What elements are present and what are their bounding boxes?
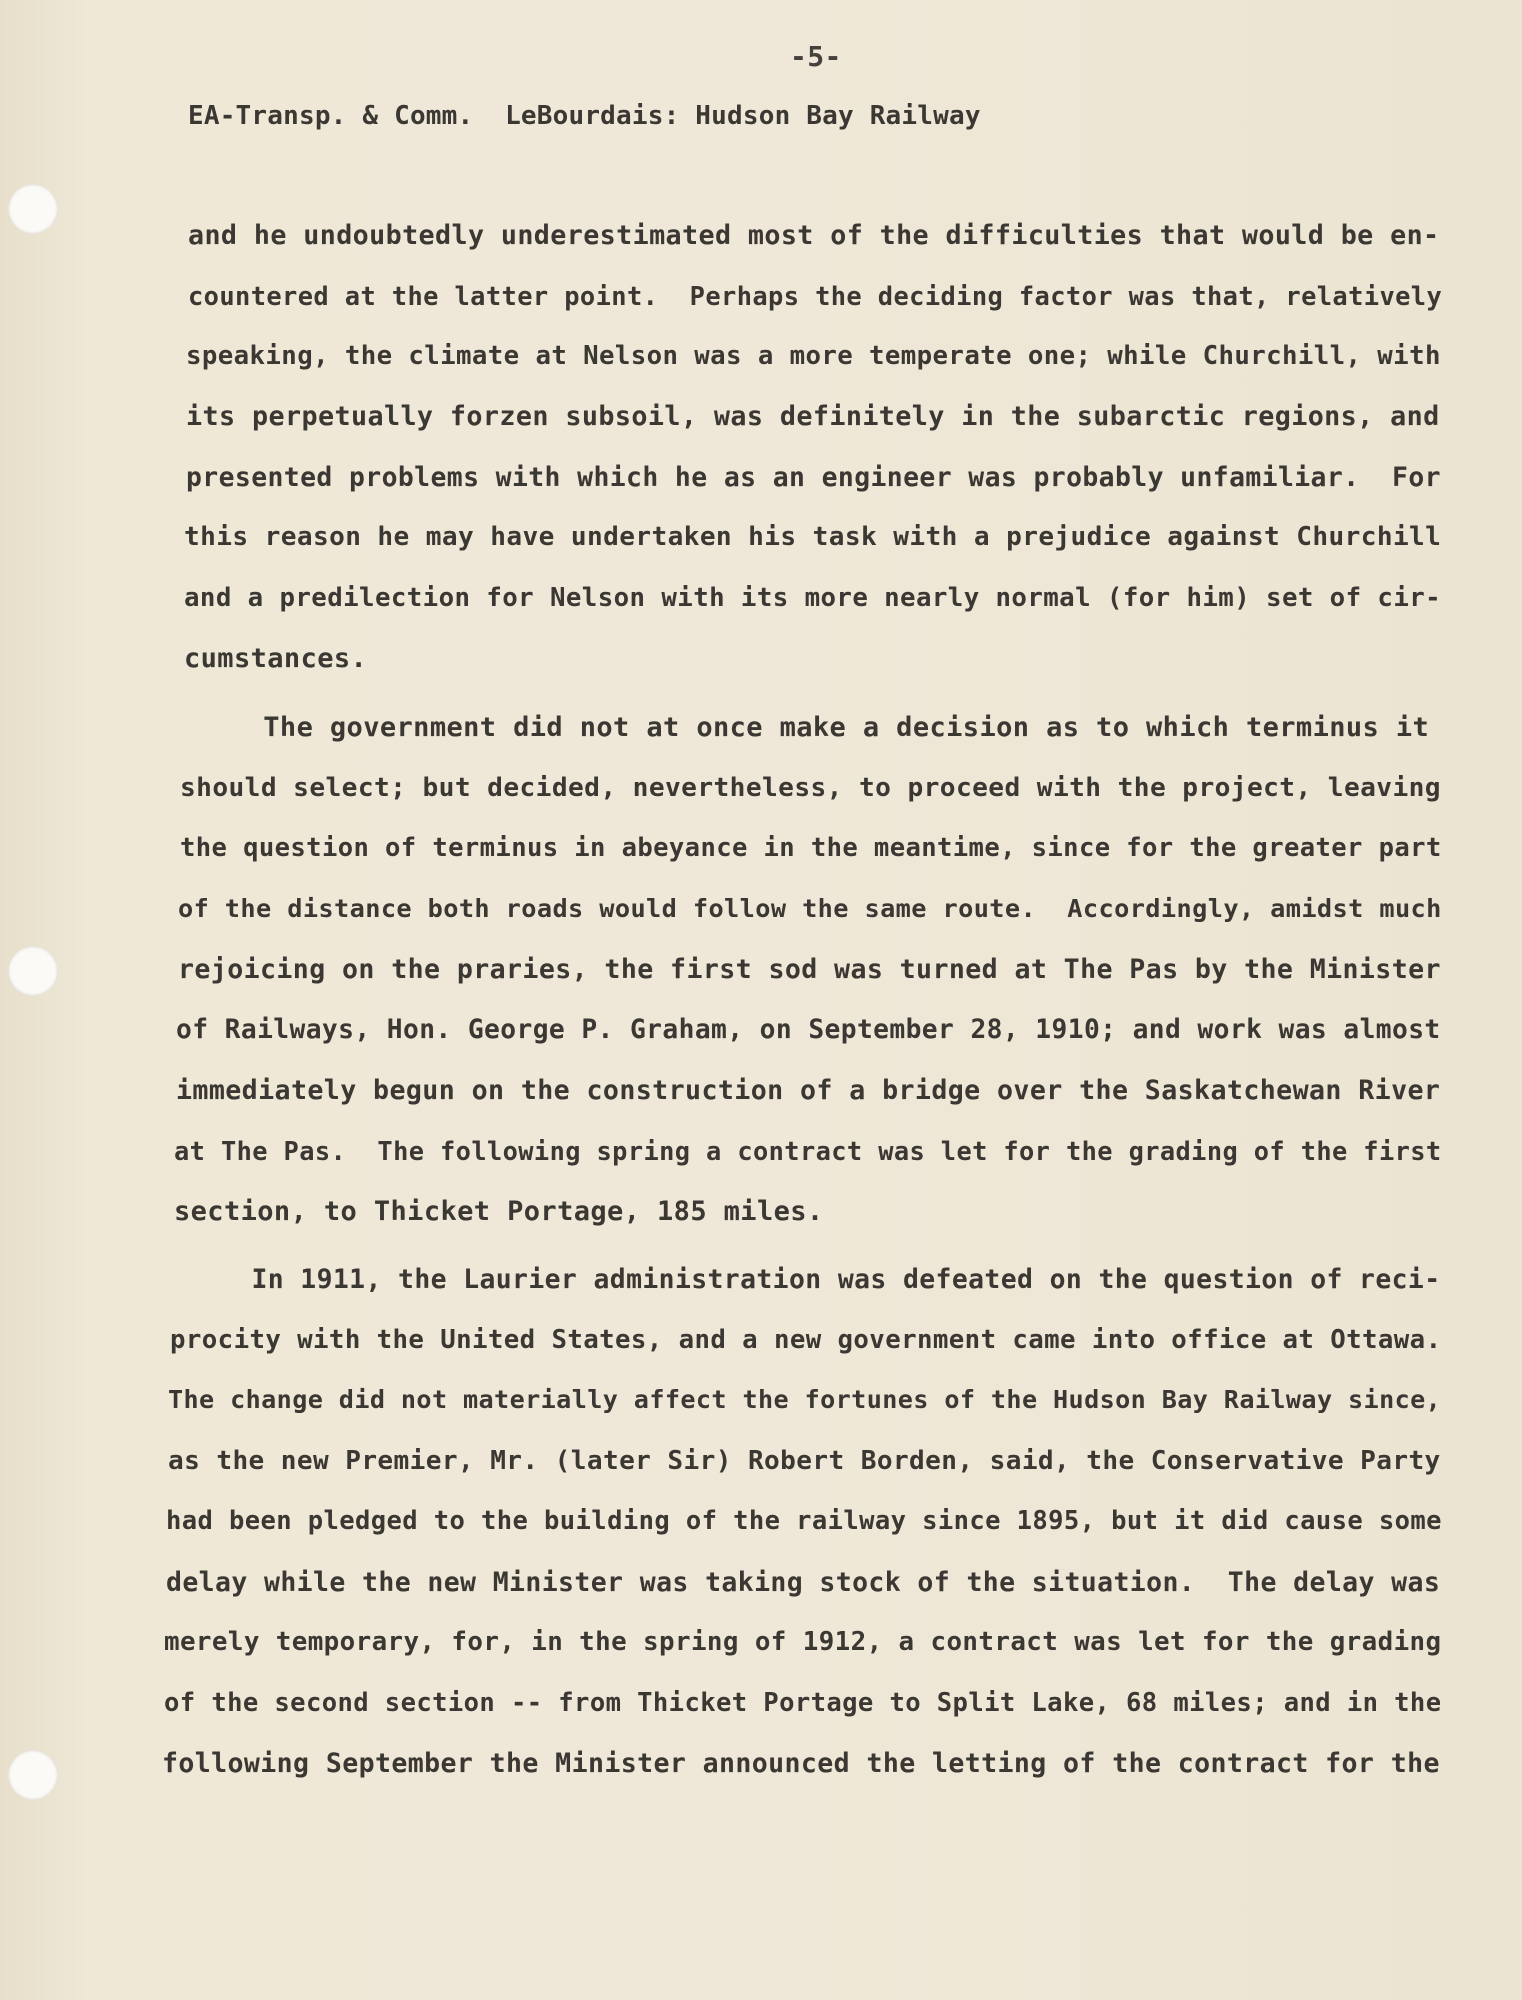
body-line: as the new Premier, Mr. (later Sir) Robert Borden, said, the Conservative Party (168, 1446, 1441, 1476)
body-line: merely temporary, for, in the spring of 1912, a contract was let for the grading (164, 1627, 1442, 1657)
punch-hole (8, 184, 58, 234)
body-line: delay while the new Minister was taking stock of the situation. The delay was (166, 1567, 1441, 1598)
body-line: of the distance both roads would follow the same route. Accordingly, amidst much (178, 894, 1442, 923)
body-line: the question of terminus in abeyance in the meantime, since for the greater part (180, 833, 1442, 863)
body-line: and he undoubtedly underestimated most of the difficulties that would be en- (188, 220, 1440, 251)
body-line: at The Pas. The following spring a contract was let for the grading of the first (174, 1136, 1442, 1166)
body-line: its perpetually forzen subsoil, was definitely in the subarctic regions, and (186, 401, 1440, 432)
body-line: of Railways, Hon. George P. Graham, on September 28, 1910; and work was almost (176, 1015, 1441, 1045)
body-line: section, to Thicket Portage, 185 miles. (174, 1196, 824, 1227)
body-line: of the second section -- from Thicket Portage to Split Lake, 68 miles; and in the (164, 1688, 1442, 1718)
punch-hole (8, 1750, 58, 1800)
page-number: -5- (790, 40, 842, 73)
running-header: EA-Transp. & Comm. LeBourdais: Hudson Bay Railway (188, 101, 981, 131)
body-line: The government did not at once make a decision as to which terminus it (180, 712, 1430, 743)
body-line: following September the Minister announced the letting of the contract for the (162, 1748, 1440, 1779)
body-line: cumstances. (184, 643, 368, 674)
body-line: this reason he may have undertaken his task with a prejudice against Churchill (184, 522, 1442, 552)
body-line: speaking, the climate at Nelson was a more temperate one; while Churchill, with (186, 341, 1441, 371)
body-line: countered at the latter point. Perhaps the deciding factor was that, relatively (188, 281, 1443, 311)
punch-hole (8, 946, 58, 996)
body-line: immediately begun on the construction of a bridge over the Saskatchewan River (176, 1075, 1441, 1106)
body-line: procity with the United States, and a new government came into office at Ottawa. (170, 1325, 1442, 1355)
body-line: and a predilection for Nelson with its more nearly normal (for him) set of cir- (184, 583, 1442, 613)
body-line: rejoicing on the praries, the first sod was turned at The Pas by the Minister (178, 954, 1441, 985)
body-line: had been pledged to the building of the railway since 1895, but it did cause some (166, 1506, 1442, 1536)
body-line: presented problems with which he as an engineer was probably unfamiliar. For (186, 462, 1441, 493)
body-line: should select; but decided, nevertheless, to proceed with the project, leaving (180, 773, 1441, 803)
body-line: In 1911, the Laurier administration was defeated on the question of reci- (170, 1264, 1441, 1295)
body-line: The change did not materially affect the fortunes of the Hudson Bay Railway since, (168, 1385, 1442, 1414)
